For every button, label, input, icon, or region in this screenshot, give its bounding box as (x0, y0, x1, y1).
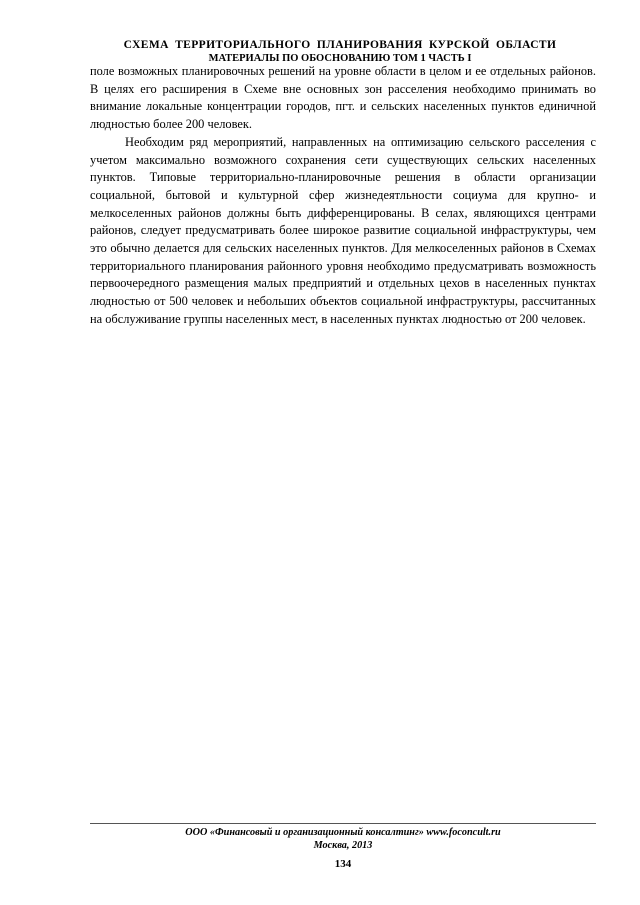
footer-divider (90, 823, 596, 824)
document-title: СХЕМА ТЕРРИТОРИАЛЬНОГО ПЛАНИРОВАНИЯ КУРСКОЙ ОБЛАСТИ (123, 39, 557, 51)
page-header (90, 38, 590, 66)
page-footer (90, 826, 596, 852)
body-text (90, 63, 596, 329)
paragraph-continued: поле возможных планировочных решений на уровне области в целом и ее отдельных районов. В целях его расширения в Схеме вне основных зон расселения необходимо принимать во внимание локальные концентрации городов, пгт. и сельских населенных пунктов единичной людностью более 200 человек. (90, 64, 596, 132)
footer-company: ООО «Финансовый и организационный консалтинг» www.foconcult.ru (185, 827, 501, 838)
paragraph: Необходим ряд мероприятий, направленных на оптимизацию сельского расселения с учетом максимально возможного сохранения сети существующих сельских населенных пунктов. Типовые территориально-планировочные решения в области организации социальной, бытовой и культурной сфер жизнедеятльности социума для крупно- и мелкоселенных районов должны быть дифференцированы. В селах, являющихся центрами районов, следует предусматривать более широкое развитие социальной инфраструктуры, чем это обычно делается для сельских населенных пунктов. Для мелкоселенных районов в Схемах территориального планирования районного уровня необходимо предусматривать возможность первоочередного размещения малых предприятий и отдельных цехов в населенных пунктах людностью от 500 человек и небольших объектов социальной инфраструктуры, рассчитанных на обслуживание группы населенных мест, в населенных пунктах людностью от 200 человек. (90, 134, 596, 326)
document-subtitle: МАТЕРИАЛЫ ПО ОБОСНОВАНИЮ ТОМ 1 ЧАСТЬ I (208, 53, 472, 64)
footer-city-year: Москва, 2013 (313, 840, 373, 851)
page-number: 134 (334, 858, 352, 870)
